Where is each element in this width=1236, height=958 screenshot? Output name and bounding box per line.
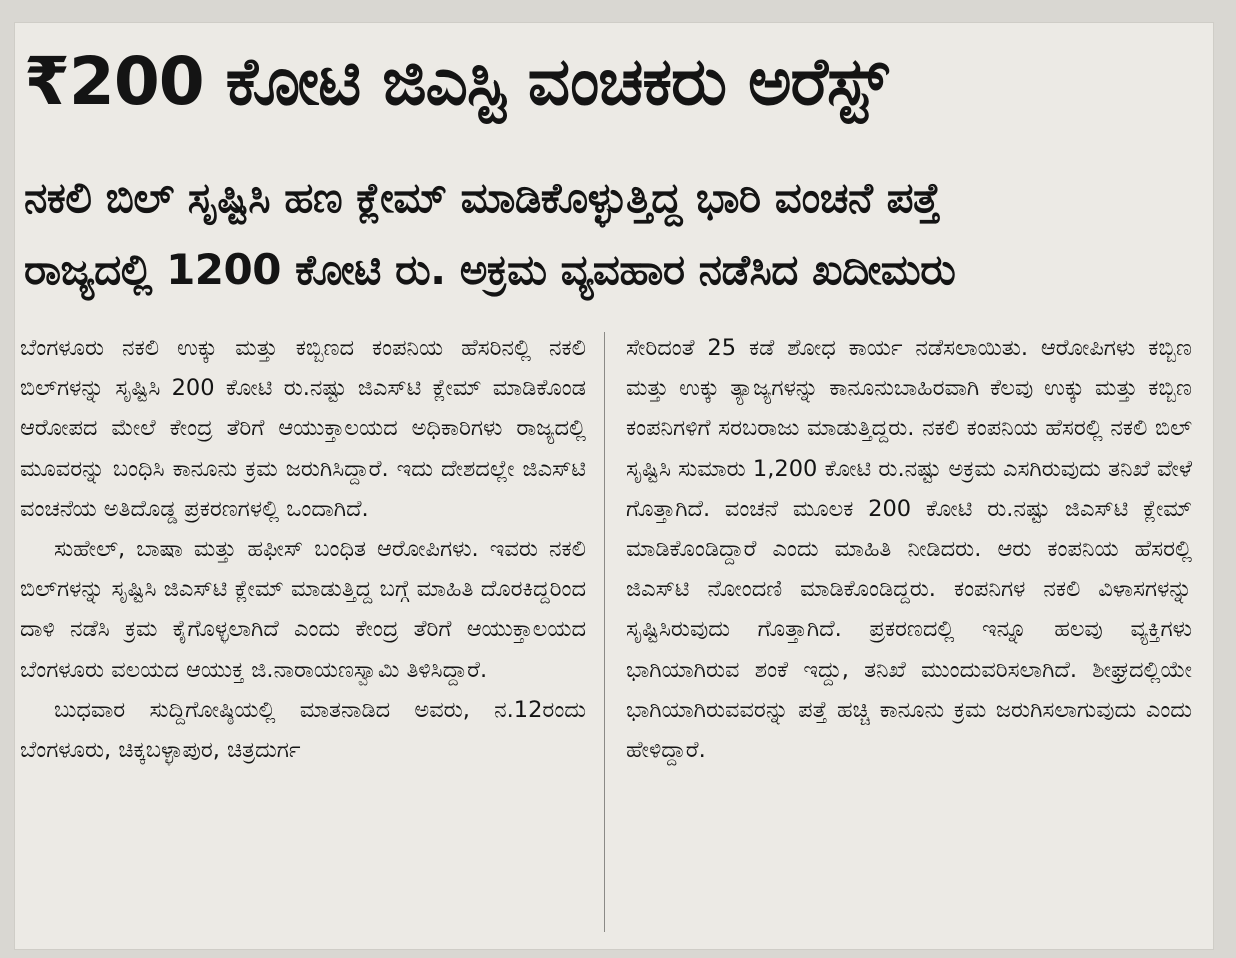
- article-column-left: [20, 328, 586, 770]
- headline: ₹200 ಕೋಟಿ ಜಿಎಸ್ಟಿ ವಂಚಕರು ಅರೆಸ್ಟ್: [24, 43, 888, 120]
- paragraph: ಸುಹೇಲ್, ಬಾಷಾ ಮತ್ತು ಹಫೀಸ್ ಬಂಧಿತ ಆರೋಪಿಗಳು. ಇವರು ನಕಲಿ ಬಿಲ್‌ಗಳನ್ನು ಸೃಷ್ಟಿಸಿ ಜಿಎಸ್‌ಟಿ ಕ್ಲೇಮ್ ಮಾಡುತ್ತಿದ್ದ ಬಗ್ಗೆ ಮಾಹಿತಿ ದೊರಕಿದ್ದರಿಂದ ದಾಳಿ ನಡೆಸಿ ಕ್ರಮ ಕೈಗೊಳ್ಳಲಾಗಿದೆ ಎಂದು ಕೇಂದ್ರ ತೆರಿಗೆ ಆಯುಕ್ತಾಲಯದ ಬೆಂಗಳೂರು ವಲಯದ ಆಯುಕ್ತ ಜಿ.ನಾರಾಯಣಸ್ವಾಮಿ ತಿಳಿಸಿದ್ದಾರೆ.: [20, 536, 586, 683]
- paragraph: ಬೆಂಗಳೂರು ನಕಲಿ ಉಕ್ಕು ಮತ್ತು ಕಬ್ಬಿಣದ ಕಂಪನಿಯ ಹೆಸರಿನಲ್ಲಿ ನಕಲಿ ಬಿಲ್‌ಗಳನ್ನು ಸೃಷ್ಟಿಸಿ 200 ಕೋಟಿ ರು.ನಷ್ಟು ಜಿಎಸ್‌ಟಿ ಕ್ಲೇಮ್ ಮಾಡಿಕೊಂಡ ಆರೋಪದ ಮೇಲೆ ಕೇಂದ್ರ ತೆರಿಗೆ ಆಯುಕ್ತಾಲಯದ ಅಧಿಕಾರಿಗಳು ರಾಜ್ಯದಲ್ಲಿ ಮೂವರನ್ನು ಬಂಧಿಸಿ ಕಾನೂನು ಕ್ರಮ ಜರುಗಿಸಿದ್ದಾರೆ. ಇದು ದೇಶದಲ್ಲೇ ಜಿಎಸ್‌ಟಿ ವಂಚನೆಯ ಅತಿದೊಡ್ಡ ಪ್ರಕರಣಗಳಲ್ಲಿ ಒಂದಾಗಿದೆ.: [20, 335, 586, 522]
- paragraph: ಬುಧವಾರ ಸುದ್ದಿಗೋಷ್ಠಿಯಲ್ಲಿ ಮಾತನಾಡಿದ ಅವರು, ನ.12ರಂದು ಬೆಂಗಳೂರು, ಚಿಕ್ಕಬಳ್ಳಾಪುರ, ಚಿತ್ರದುರ್ಗ: [20, 696, 586, 764]
- paragraph: ಸೇರಿದಂತೆ 25 ಕಡೆ ಶೋಧ ಕಾರ್ಯ ನಡೆಸಲಾಯಿತು. ಆರೋಪಿಗಳು ಕಬ್ಬಿಣ ಮತ್ತು ಉಕ್ಕು ತ್ಯಾಜ್ಯಗಳನ್ನು ಕಾನೂನುಬಾಹಿರವಾಗಿ ಕೆಲವು ಉಕ್ಕು ಮತ್ತು ಕಬ್ಬಿಣ ಕಂಪನಿಗಳಿಗೆ ಸರಬರಾಜು ಮಾಡುತ್ತಿದ್ದರು. ನಕಲಿ ಕಂಪನಿಯ ಹೆಸರಲ್ಲಿ ನಕಲಿ ಬಿಲ್ ಸೃಷ್ಟಿಸಿ ಸುಮಾರು 1,200 ಕೋಟಿ ರು.ನಷ್ಟು ಅಕ್ರಮ ಎಸಗಿರುವುದು ತನಿಖೆ ವೇಳೆ ಗೊತ್ತಾಗಿದೆ. ವಂಚನೆ ಮೂಲಕ 200 ಕೋಟಿ ರು.ನಷ್ಟು ಜಿಎಸ್‌ಟಿ ಕ್ಲೇಮ್ ಮಾಡಿಕೊಂಡಿದ್ದಾರೆ ಎಂದು ಮಾಹಿತಿ ನೀಡಿದರು. ಆರು ಕಂಪನಿಯ ಹೆಸರಲ್ಲಿ ಜಿಎಸ್‌ಟಿ ನೋಂದಣಿ ಮಾಡಿಕೊಂಡಿದ್ದರು. ಕಂಪನಿಗಳ ನಕಲಿ ವಿಳಾಸಗಳನ್ನು ಸೃಷ್ಟಿಸಿರುವುದು ಗೊತ್ತಾಗಿದೆ. ಪ್ರಕರಣದಲ್ಲಿ ಇನ್ನೂ ಹಲವು ವ್ಯಕ್ತಿಗಳು ಭಾಗಿಯಾಗಿರುವ ಶಂಕೆ ಇದ್ದು, ತನಿಖೆ ಮುಂದುವರಿಸಲಾಗಿದೆ. ಶೀಘ್ರದಲ್ಲಿಯೇ ಭಾಗಿಯಾಗಿರುವವರನ್ನು ಪತ್ತೆ ಹಚ್ಚಿ ಕಾನೂನು ಕ್ರಮ ಜರುಗಿಸಲಾಗುವುದು ಎಂದು ಹೇಳಿದ್ದಾರೆ.: [626, 335, 1192, 764]
- subheadline-2: ರಾಜ್ಯದಲ್ಲಿ 1200 ಕೋಟಿ ರು. ಅಕ್ರಮ ವ್ಯವಹಾರ ನಡೆಸಿದ ಖದೀಮರು: [24, 245, 956, 294]
- article-column-right: [626, 328, 1192, 770]
- subheadline-1: ನಕಲಿ ಬಿಲ್ ಸೃಷ್ಟಿಸಿ ಹಣ ಕ್ಲೇಮ್ ಮಾಡಿಕೊಳ್ಳುತ್ತಿದ್ದ ಭಾರಿ ವಂಚನೆ ಪತ್ತೆ: [24, 173, 941, 222]
- newspaper-clipping: [14, 22, 1214, 950]
- column-divider: [604, 332, 605, 932]
